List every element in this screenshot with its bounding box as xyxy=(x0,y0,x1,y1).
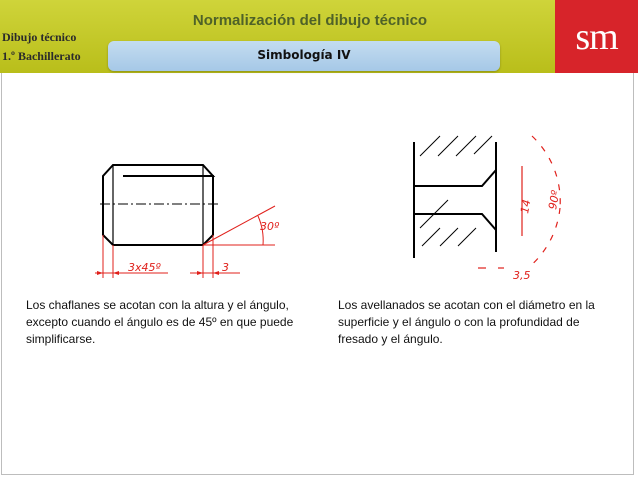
subtitle: Simbología IV xyxy=(257,48,351,62)
countersink-caption: Los avellanados se acotan con el diámetro en la superficie y el ángulo o con la profundidad de fresado y el ángulo. xyxy=(338,298,595,346)
publisher-logo: sm xyxy=(555,0,638,73)
chamfer-height-label: 3 xyxy=(222,261,229,274)
countersink-drawing xyxy=(400,128,580,283)
header-bar xyxy=(0,0,638,73)
subtitle-pill xyxy=(108,41,500,71)
countersink-angle-label: 90º xyxy=(546,189,563,211)
chamfer-size-label: 3x45º xyxy=(128,261,161,274)
page-title: Normalización del dibujo técnico xyxy=(192,12,428,29)
countersink-depth-label: 14 xyxy=(518,198,534,215)
chamfer-caption: Los chaflanes se acotan con la altura y el ángulo, excepto cuando el ángulo es de 45º en que puede simplificarse. xyxy=(26,298,294,346)
countersink-outline xyxy=(414,142,496,258)
course-level: 1.º Bachillerato xyxy=(2,49,81,63)
chamfer-part-outline xyxy=(103,165,213,245)
course-subject: Dibujo técnico xyxy=(2,30,77,44)
chamfer-dimensions xyxy=(95,206,275,278)
course-label xyxy=(2,28,106,66)
countersink-hatching xyxy=(420,136,492,246)
chamfer-angle-label: 30º xyxy=(260,220,280,233)
countersink-diameter-label: 3,5 xyxy=(513,269,531,282)
chamfer-drawing xyxy=(90,150,300,285)
